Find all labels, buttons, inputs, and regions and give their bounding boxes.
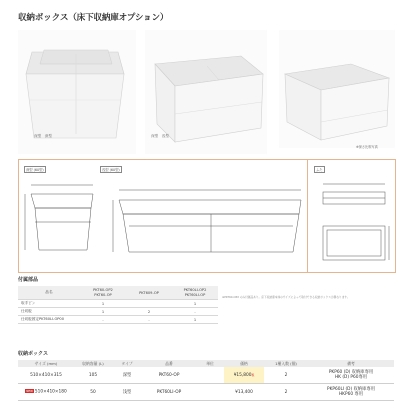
size-value: 510×410×180	[34, 389, 67, 395]
acc-cell: 1	[80, 308, 126, 316]
col-size: サイズ (mm)	[18, 360, 74, 367]
acc-cell	[126, 300, 172, 308]
table-row	[18, 300, 218, 308]
cell-type: 浅型	[112, 384, 142, 401]
acc-item-name: 仕切板固定PKT60LI-OP00	[18, 316, 80, 324]
price-value: ¥15,800	[233, 372, 252, 378]
acc-col-2: PKT609-OP	[126, 286, 172, 300]
cell-capacity: 50	[74, 384, 112, 401]
accessories-note: ※PKT60-OP2 のみ付属品あり。床下収納庫本体のサイズによって取付できる収納ボックスが異なります。	[222, 295, 350, 299]
cell-price	[224, 384, 264, 401]
photo-caption-1: 深型 深型	[34, 134, 52, 138]
dimension-drawing-panel	[18, 159, 396, 273]
drawing-tag-shallow: 浅型 (60型)	[102, 168, 120, 172]
acc-cell: 1	[172, 316, 218, 324]
acc-col-name: 品名	[18, 286, 80, 300]
col-qty: 1梱入数 (個)	[264, 360, 308, 367]
cell-code: PKT60-OP	[142, 367, 196, 384]
page-title: 収納ボックス（床下収納庫オプション）	[18, 13, 169, 23]
tax-mark: 税	[251, 372, 255, 377]
cell-remark: PKP60LI (D) 収納庫専用 HKP60 専用	[308, 384, 394, 401]
table-row	[18, 316, 218, 324]
cell-size	[18, 367, 74, 384]
table-row	[18, 384, 394, 401]
cell-code: PKT60LI-OP	[142, 384, 196, 401]
size-value: 510×410×315	[30, 372, 62, 378]
col-code: 品番	[142, 360, 196, 367]
products-table	[18, 360, 394, 401]
acc-item-name: 仕切板	[18, 308, 80, 316]
cell-unit	[196, 384, 224, 401]
col-remark: 備考	[308, 360, 394, 367]
col-unit: 単位	[196, 360, 224, 367]
acc-col-1: PKT60-OP2 PKT60-OP	[80, 286, 126, 300]
cell-type: 深型	[112, 367, 142, 384]
cell-unit	[196, 367, 224, 384]
acc-cell: -	[80, 316, 126, 324]
table-row	[18, 367, 394, 384]
cell-qty: 2	[264, 384, 308, 401]
products-header-row	[18, 360, 394, 367]
accessories-table	[18, 286, 218, 324]
product-photo-lid	[279, 30, 395, 148]
photo-caption-2: 深型 浅型	[151, 134, 169, 138]
cell-qty: 2	[264, 367, 308, 384]
acc-cell: -	[126, 316, 172, 324]
acc-cell: 1	[172, 300, 218, 308]
cell-size	[18, 384, 74, 401]
acc-col-3: PKT60LI-OP2 PKT60LI-OP	[172, 286, 218, 300]
drawing-tag-deep: 深型 (60型)	[26, 168, 44, 172]
acc-cell: 1	[80, 300, 126, 308]
products-heading: 収納ボックス	[18, 351, 48, 357]
new-badge: NEW	[26, 389, 33, 394]
cell-capacity: 105	[74, 367, 112, 384]
drawing-tag-lid: ふた	[316, 168, 323, 172]
price-value: ¥13,400	[235, 389, 253, 395]
acc-item-name: 取手ピン	[18, 300, 80, 308]
col-capacity: 収納容量 (L)	[74, 360, 112, 367]
acc-cell: 2	[126, 308, 172, 316]
acc-cell: -	[172, 308, 218, 316]
accessories-header-row	[18, 286, 218, 300]
drawing-lines	[19, 160, 395, 272]
table-row	[18, 308, 218, 316]
cell-remark: PKP60 (D) 収納庫専用 HK (D) P60専用	[308, 367, 394, 384]
cell-price	[224, 367, 264, 384]
col-type: タイプ	[112, 360, 142, 367]
col-price: 価格	[224, 360, 264, 367]
accessories-heading: 付属部品	[18, 277, 39, 283]
photo-note: ※深さ比較写真	[356, 145, 378, 149]
